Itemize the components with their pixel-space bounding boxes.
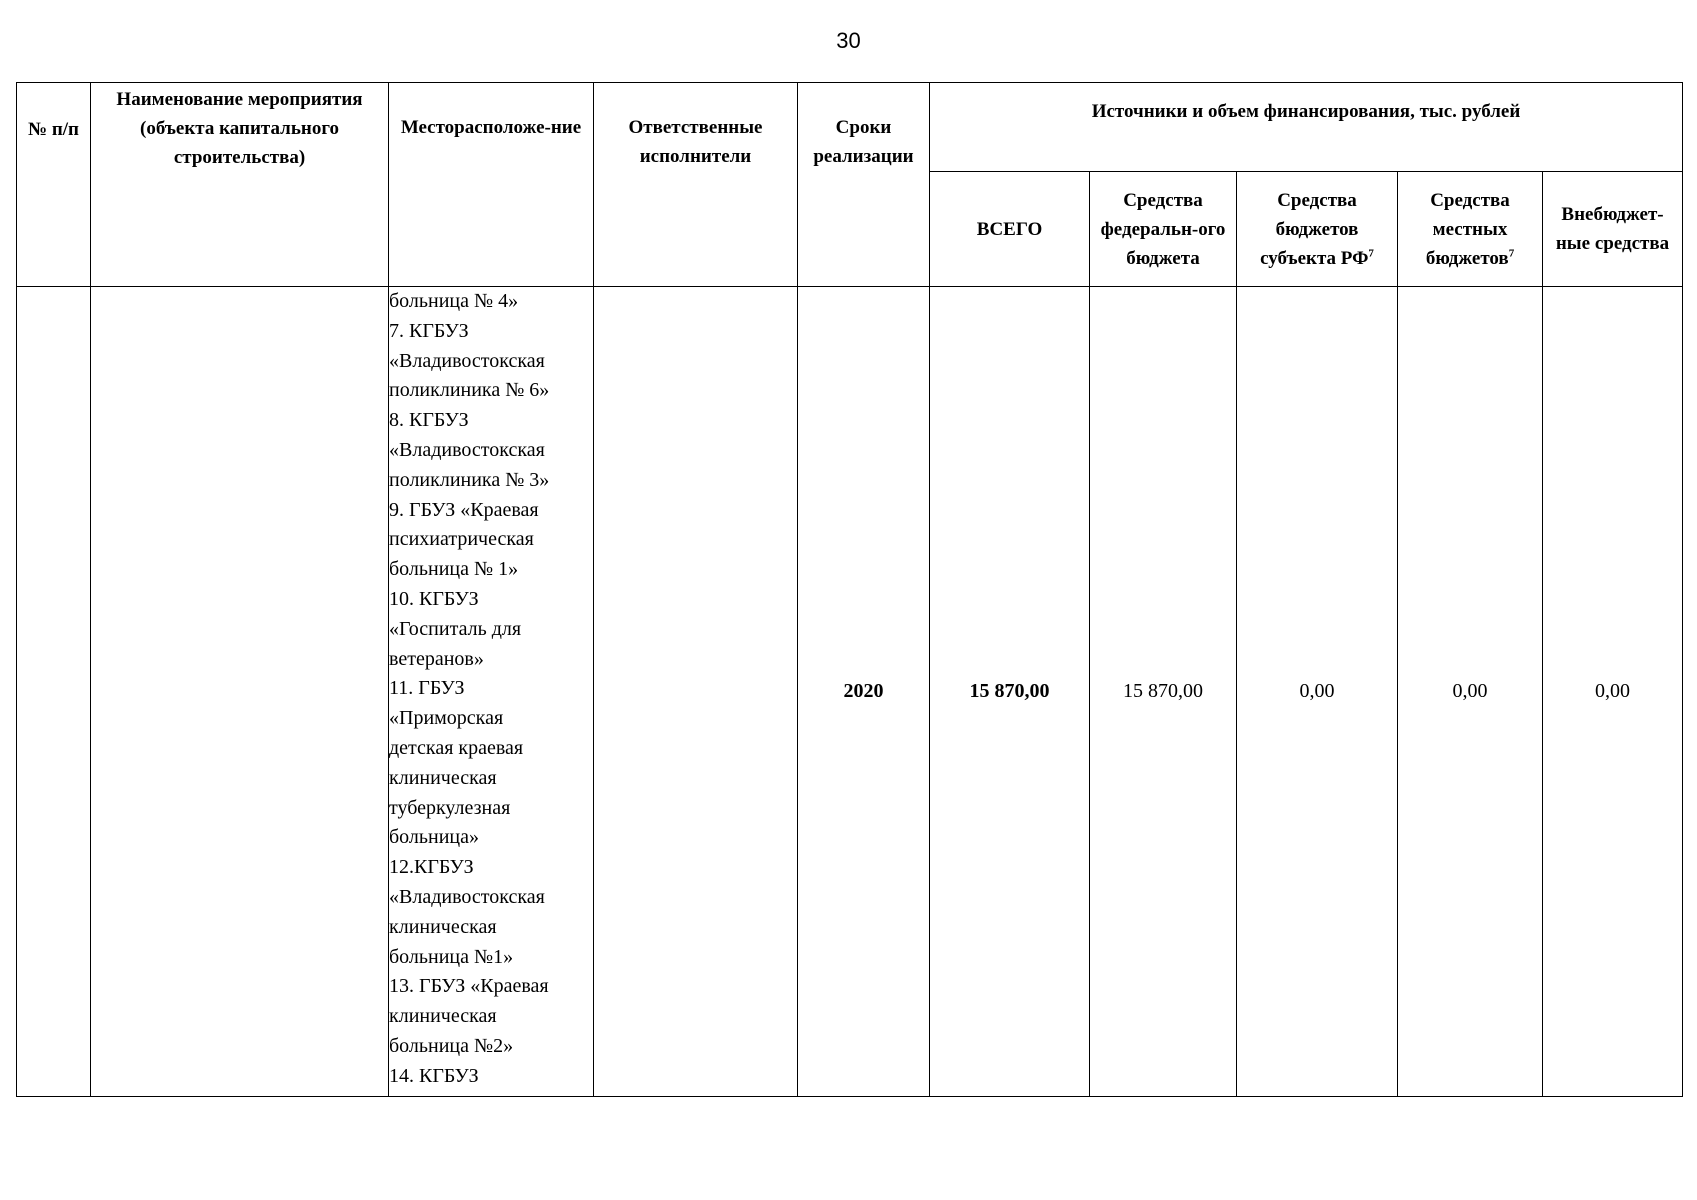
location-line: психиатрическая: [389, 528, 534, 551]
location-line: 8. КГБУЗ: [389, 409, 469, 432]
funding-table: [16, 82, 1683, 1097]
header-executors: Ответственные исполнители: [594, 83, 798, 287]
header-total: ВСЕГО: [930, 172, 1090, 287]
cell-location: [389, 287, 594, 1097]
cell-local: 0,00: [1398, 287, 1543, 1097]
header-regional-label: Средства бюджетов субъекта РФ: [1260, 189, 1369, 269]
header-name: Наименование мероприятия (объекта капитального строительства): [91, 83, 389, 287]
header-local-sup: 7: [1508, 247, 1515, 260]
header-local: [1398, 172, 1543, 287]
page-number: 30: [836, 28, 861, 53]
location-line: ветеранов»: [389, 647, 484, 670]
table-row: [17, 287, 1683, 1097]
cell-executors: [594, 287, 798, 1097]
location-line: больница»: [389, 826, 479, 849]
header-local-label: Средства местных бюджетов: [1425, 189, 1510, 269]
header-federal: Средства федеральн-ого бюджета: [1090, 172, 1237, 287]
location-line: больница № 1»: [389, 558, 519, 581]
location-line: 10. КГБУЗ: [389, 587, 479, 610]
location-line: «Владивостокская: [389, 885, 545, 908]
cell-regional: 0,00: [1237, 287, 1398, 1097]
location-line: «Владивостокская: [389, 438, 545, 461]
cell-federal: 15 870,00: [1090, 287, 1237, 1097]
location-line: больница № 4»: [389, 290, 519, 312]
location-line: «Госпиталь для: [389, 617, 522, 640]
location-line: 11. ГБУЗ: [389, 677, 465, 700]
location-line: больница №2»: [389, 1034, 514, 1057]
location-line: клиническая: [389, 1005, 497, 1028]
cell-num: [17, 287, 91, 1097]
header-funding-group: Источники и объем финансирования, тыс. рублей: [930, 83, 1683, 172]
location-line: поликлиника № 6»: [389, 379, 550, 402]
header-regional-sup: 7: [1368, 247, 1374, 260]
location-line: 7. КГБУЗ: [389, 319, 469, 342]
cell-total: 15 870,00: [930, 287, 1090, 1097]
header-location: Месторасположе-ние: [389, 83, 594, 287]
header-extrabudget: Внебюджет-ные средства: [1543, 172, 1683, 287]
location-line: 12.КГБУЗ: [389, 856, 474, 879]
cell-period: 2020: [798, 287, 930, 1097]
header-regional: [1237, 172, 1398, 287]
location-line: больница №1»: [389, 945, 514, 968]
location-line: 13. ГБУЗ «Краевая: [389, 975, 549, 998]
location-line: «Приморская: [389, 707, 504, 730]
location-line: 14. КГБУЗ: [389, 1064, 479, 1087]
location-line: клиническая: [389, 915, 497, 938]
header-period: Сроки реализации: [798, 83, 930, 287]
location-line: туберкулезная: [389, 796, 511, 819]
location-line: «Владивостокская: [389, 349, 545, 372]
location-line: клиническая: [389, 766, 497, 789]
location-line: поликлиника № 3»: [389, 468, 550, 491]
cell-name: [91, 287, 389, 1097]
location-line: детская краевая: [389, 736, 524, 759]
location-line: 9. ГБУЗ «Краевая: [389, 498, 539, 521]
header-num: № п/п: [17, 83, 91, 287]
cell-extrabudget: 0,00: [1543, 287, 1683, 1097]
